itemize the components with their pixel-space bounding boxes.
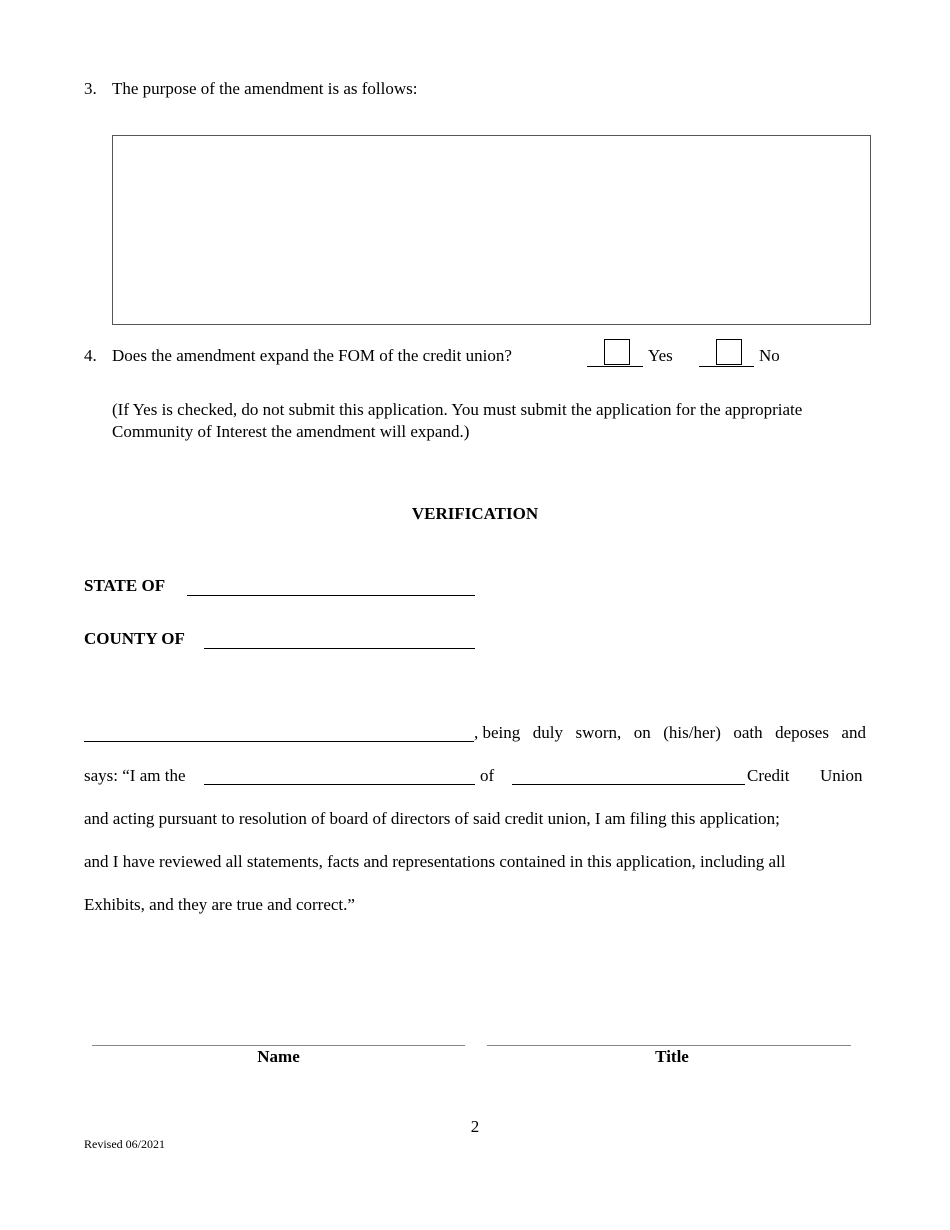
amendment-purpose-field[interactable] — [112, 135, 871, 325]
yes-checkbox[interactable] — [604, 339, 630, 365]
oath-line-2-of: of — [480, 766, 495, 785]
oath-line-2-credit: Credit — [747, 766, 790, 785]
oath-line-4: and I have reviewed all statements, facts and representations contained in this application, including all — [84, 852, 786, 871]
verification-heading: VERIFICATION — [411, 504, 539, 523]
oath-line-1 — [474, 723, 866, 743]
oath-word: , being — [474, 723, 521, 742]
affiant-name-field[interactable] — [84, 741, 474, 742]
question-4-note-line-1: (If Yes is checked, do not submit this application. You must submit the application for the appropriate — [112, 400, 803, 419]
title-signature-line[interactable] — [487, 1045, 851, 1046]
question-3-text: The purpose of the amendment is as follows: — [112, 79, 418, 98]
oath-word: oath — [733, 723, 763, 742]
title-label: Title — [655, 1047, 689, 1066]
oath-word: and — [841, 723, 866, 742]
name-label: Name — [257, 1047, 300, 1066]
no-answer-line — [699, 366, 754, 367]
oath-word: (his/her) — [663, 723, 721, 742]
question-4-number: 4. — [84, 346, 97, 365]
oath-word: deposes — [775, 723, 829, 742]
oath-word: sworn, — [575, 723, 622, 742]
yes-label: Yes — [648, 346, 673, 365]
state-field[interactable] — [187, 595, 475, 596]
affiant-title-field[interactable] — [204, 784, 475, 785]
oath-word: on — [633, 723, 651, 742]
question-3-number: 3. — [84, 79, 97, 98]
oath-line-2-union: Union — [820, 766, 863, 785]
yes-answer-line — [587, 366, 643, 367]
state-of-label: STATE OF — [84, 576, 166, 595]
oath-line-5: Exhibits, and they are true and correct.” — [84, 895, 355, 914]
revised-date: Revised 06/2021 — [84, 1137, 165, 1151]
oath-word: duly — [532, 723, 563, 742]
no-label: No — [759, 346, 780, 365]
page-number: 2 — [470, 1117, 480, 1136]
oath-line-3: and acting pursuant to resolution of board of directors of said credit union, I am filing this application; — [84, 809, 780, 828]
credit-union-name-field[interactable] — [512, 784, 745, 785]
county-field[interactable] — [204, 648, 475, 649]
county-of-label: COUNTY OF — [84, 629, 185, 648]
question-4-text: Does the amendment expand the FOM of the credit union? — [112, 346, 512, 365]
oath-line-2-start: says: “I am the — [84, 766, 186, 785]
name-signature-line[interactable] — [92, 1045, 465, 1046]
no-checkbox[interactable] — [716, 339, 742, 365]
question-4-note-line-2: Community of Interest the amendment will expand.) — [112, 422, 470, 441]
